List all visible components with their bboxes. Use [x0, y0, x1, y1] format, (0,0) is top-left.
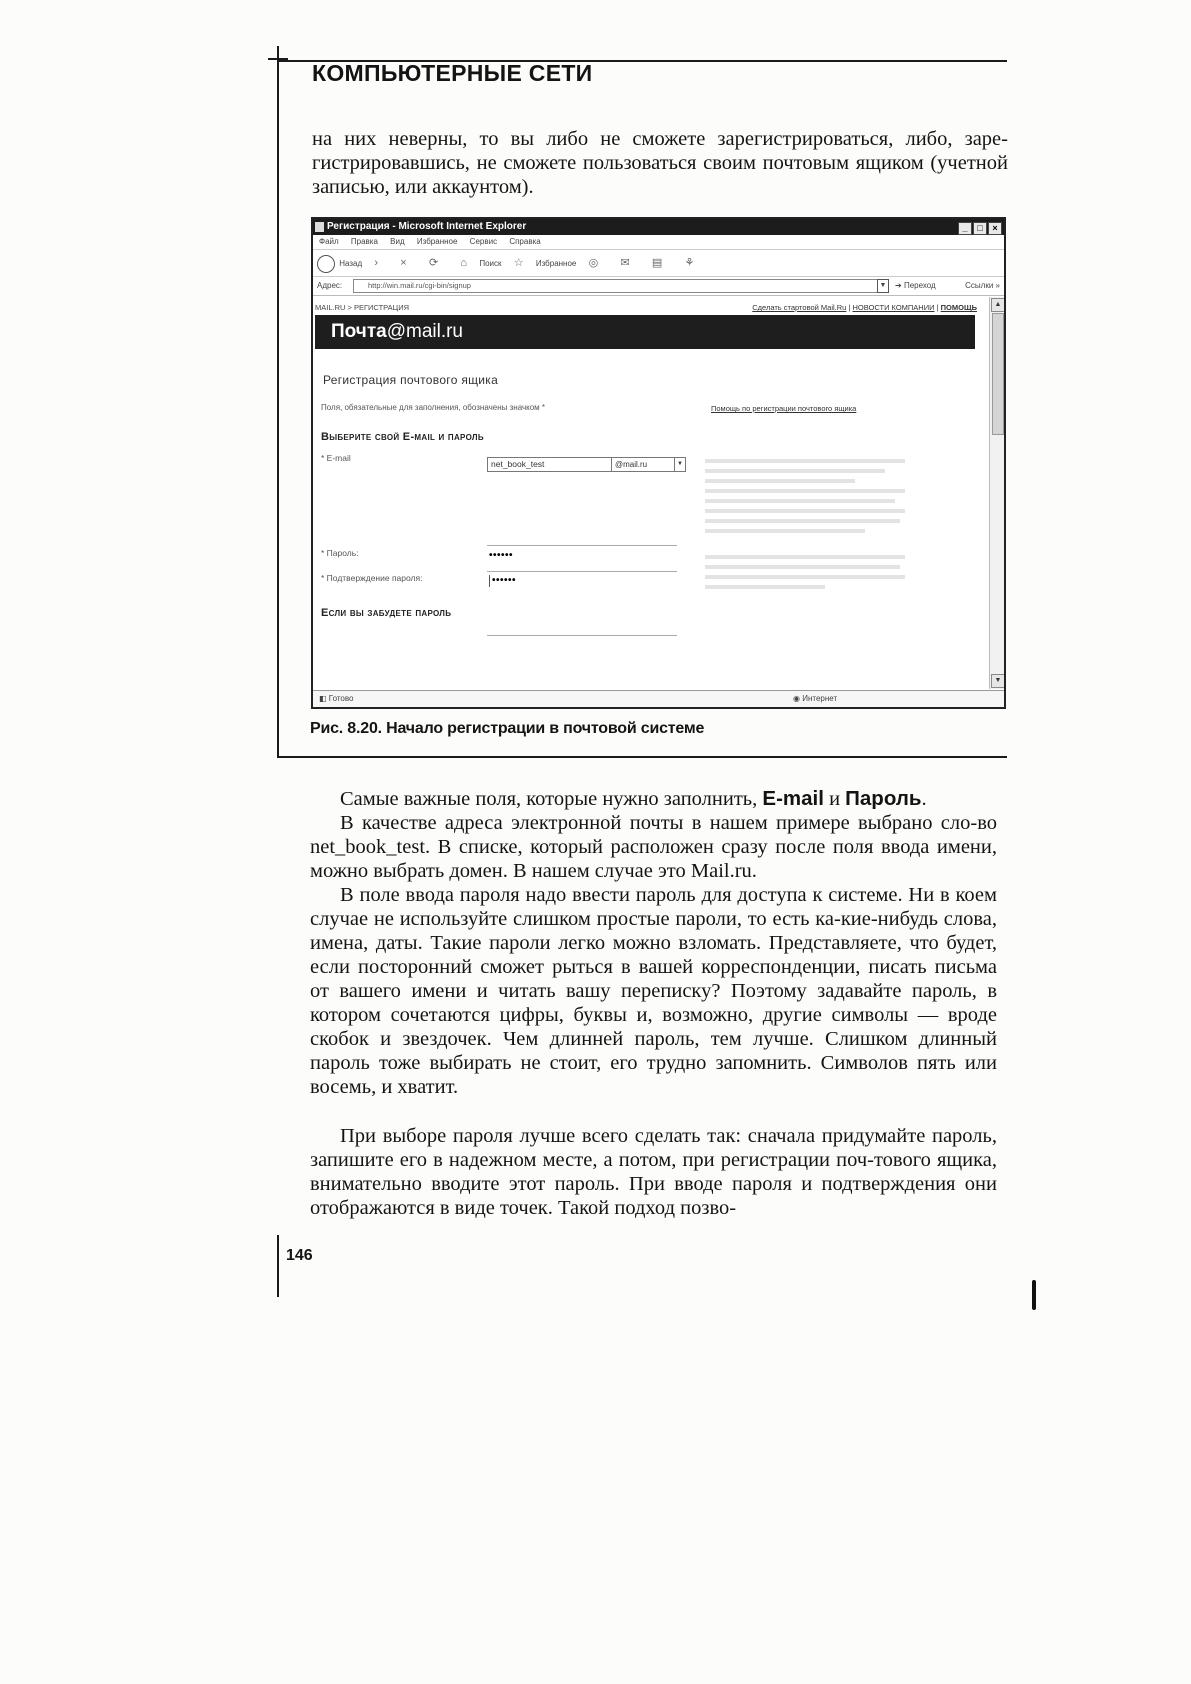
page-number: 146	[286, 1247, 313, 1264]
address-label: Адрес:	[317, 281, 343, 290]
password-divider	[487, 545, 677, 546]
address-dropdown-icon[interactable]: ▼	[877, 279, 889, 293]
hint-line	[705, 555, 905, 559]
body-paragraph-4: При выборе пароля лучше всего сделать так: сначала придумайте пароль, запишите его в надежном месте, а потом, при регистрации поч-тового ящика, внимательно вводите этот пароль. При вводе пароля и подтверждения они отображаются в виде точек. Такой подход позво-	[310, 1125, 997, 1219]
p1-email-term: E-mail	[762, 787, 824, 810]
figure-caption: Рис. 8.20. Начало регистрации в почтовой системе	[310, 720, 705, 737]
menu-file[interactable]: Файл	[319, 237, 339, 246]
vertical-scrollbar[interactable]	[989, 297, 1004, 689]
body-paragraph-3: В поле ввода пароля надо ввести пароль для доступа к системе. Ни в коем случае не используйте слишком простые пароли, то есть ка-кие-нибудь слова, имена, даты. Такие пароли легко можно взломать. Представляете, что будет, если посторонний сможет рыться в вашей корреспонденции, писать письма от вашего имени и читать вашу переписку? Поэтому задавайте пароль, в котором сочетаются цифры, буквы и, возможно, другие символы — вроде скобок и звездочек. Чем длинней пароль, тем лучше. Слишком длинный пароль тоже выбирать не стоит, его трудно запомнить. Символов пять или восемь, и хватит.	[310, 884, 997, 1098]
top-links	[752, 303, 977, 312]
back-button[interactable]: Назад	[339, 259, 363, 268]
hint-line	[705, 489, 905, 493]
mail-icon[interactable]: ✉	[620, 257, 630, 269]
back-arrow-icon[interactable]	[317, 255, 335, 273]
menu-favorites[interactable]: Избранное	[416, 237, 458, 246]
chevron-down-icon[interactable]: ▼	[674, 458, 685, 471]
menu-tools[interactable]: Сервис	[469, 237, 498, 246]
links-label: Ссылки	[965, 281, 994, 290]
links-button[interactable]: Ссылки »	[965, 281, 1000, 290]
print-icon[interactable]: ▤	[651, 257, 663, 269]
domain-select[interactable]	[611, 457, 686, 472]
stop-icon[interactable]: ×	[400, 257, 407, 269]
p1-text: Самые важные поля, которые нужно заполнить,	[340, 788, 763, 810]
media-icon[interactable]: ◎	[588, 257, 599, 269]
confirm-password-label: * Подтверждение пароля:	[321, 573, 423, 583]
browser-toolbar	[313, 250, 1004, 277]
menu-help[interactable]: Справка	[509, 237, 541, 246]
favorites-button[interactable]: Избранное	[535, 259, 577, 268]
scroll-down-icon[interactable]: ▼	[991, 674, 1005, 688]
hint-line	[705, 565, 900, 569]
hint-line	[705, 529, 865, 533]
browser-title-bar	[313, 219, 1004, 235]
make-start-page-link[interactable]: Сделать стартовой Mail.Ru	[752, 303, 847, 312]
home-icon[interactable]: ⌂	[460, 257, 468, 269]
status-zone-label: Интернет	[802, 694, 838, 703]
section-email-password: Выберите свой E-mail и пароль	[321, 431, 484, 443]
window-controls	[957, 221, 1002, 237]
confirm-password-field[interactable]: ••••••	[489, 575, 680, 587]
domain-value: @mail.ru	[615, 460, 648, 469]
messenger-icon[interactable]: ⚘	[684, 257, 695, 269]
breadcrumb[interactable]: MAIL.RU > РЕГИСТРАЦИЯ	[315, 303, 410, 312]
help-top-link[interactable]: ПОМОЩЬ	[940, 303, 977, 312]
status-done-label: Готово	[328, 694, 354, 703]
browser-menu-bar	[313, 235, 1004, 250]
password-label: * Пароль:	[321, 548, 359, 558]
close-button[interactable]: ×	[988, 222, 1002, 235]
confirm-divider	[487, 571, 677, 572]
email-label: * E-mail	[321, 453, 351, 463]
p1-and: и	[823, 788, 846, 810]
forward-icon[interactable]: ›	[374, 257, 379, 269]
status-zone: ◉ Интернет	[793, 694, 838, 703]
favorites-star-icon[interactable]: ☆	[513, 257, 524, 269]
registration-help-link[interactable]: Помощь по регистрации почтового ящика	[711, 404, 857, 413]
p1-end: .	[921, 788, 927, 810]
company-news-link[interactable]: НОВОСТИ КОМПАНИИ	[852, 303, 935, 312]
minimize-button[interactable]: _	[958, 222, 972, 235]
site-banner	[315, 315, 975, 349]
hint-line	[705, 519, 900, 523]
hint-line	[705, 509, 905, 513]
p1-password-term: Пароль	[845, 787, 922, 810]
maximize-button[interactable]: □	[973, 222, 987, 235]
hint-line	[705, 479, 855, 483]
ie-logo-icon	[315, 222, 324, 232]
page-left-rule-bottom	[277, 1235, 279, 1297]
logo-suffix: @mail.ru	[386, 321, 463, 342]
top-links-separator: |	[848, 303, 851, 312]
intro-paragraph: на них неверны, то вы либо не сможете зарегистрироваться, либо, заре-гистрировавшись, не сможете пользоваться своим почтовым ящиком (учетной записью, или аккаунтом).	[312, 128, 1008, 198]
registration-title: Регистрация почтового ящика	[323, 373, 499, 387]
hint-line	[705, 459, 905, 463]
browser-status-bar	[313, 690, 1004, 707]
chapter-header: КОМПЬЮТЕРНЫЕ СЕТИ	[312, 60, 593, 86]
forgot-divider	[487, 635, 677, 636]
scroll-up-icon[interactable]: ▲	[991, 298, 1005, 312]
body-paragraph-1	[310, 787, 997, 811]
logo-main: Почта	[331, 321, 387, 342]
margin-mark	[1032, 1280, 1036, 1310]
password-field[interactable]: ••••••	[489, 550, 514, 561]
hint-line	[705, 499, 895, 503]
go-label: Переход	[903, 281, 936, 290]
email-field[interactable]: net_book_test	[487, 457, 612, 472]
web-page-content	[313, 297, 985, 689]
address-input[interactable]: http://win.mail.ru/cgi-bin/signup	[353, 279, 889, 293]
refresh-icon[interactable]: ⟳	[428, 257, 439, 269]
figure-screenshot	[311, 217, 1006, 709]
figure-bottom-rule	[277, 756, 1007, 758]
hint-line	[705, 585, 825, 589]
menu-edit[interactable]: Правка	[350, 237, 378, 246]
top-links-separator-2: |	[936, 303, 939, 312]
scroll-thumb[interactable]	[992, 313, 1004, 435]
browser-title: Регистрация - Microsoft Internet Explorer	[327, 221, 527, 232]
search-button[interactable]: Поиск	[479, 259, 502, 268]
address-bar	[313, 277, 1004, 296]
hint-line	[705, 575, 905, 579]
go-button[interactable]: ➔ Переход	[895, 281, 936, 290]
menu-view[interactable]: Вид	[390, 237, 405, 246]
section-forgot-password: Если вы забудете пароль	[321, 607, 452, 619]
page-left-rule	[277, 46, 279, 757]
status-done: ◧ Готово	[319, 694, 354, 703]
required-fields-note: Поля, обязательные для заполнения, обозначены значком *	[321, 403, 546, 412]
site-logo[interactable]	[331, 319, 463, 345]
hint-line	[705, 469, 885, 473]
body-paragraph-2: В качестве адреса электронной почты в нашем примере выбрано сло-во net_book_test. В списке, который расположен сразу после поля ввода имени, можно выбрать домен. В нашем случае это Mail.ru.	[310, 812, 997, 882]
